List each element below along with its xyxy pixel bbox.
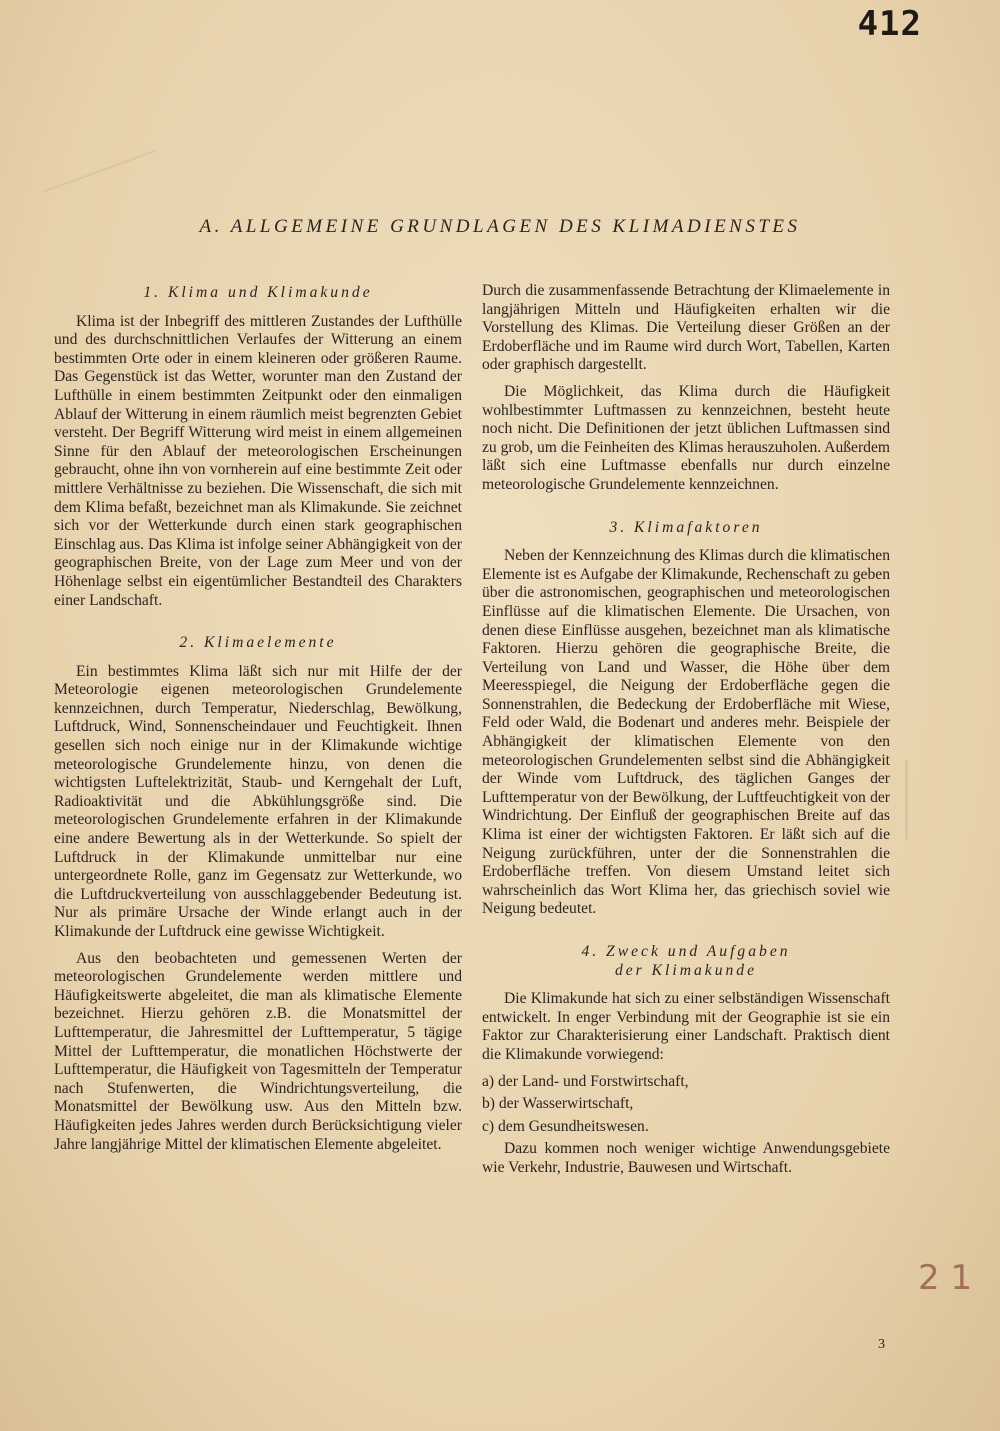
page-title: A. ALLGEMEINE GRUNDLAGEN DES KLIMADIENSTES [199,216,801,237]
page-number: 3 [878,1337,885,1352]
section-4-paragraph-2: Dazu kommen noch weniger wichtige Anwendungsgebiete wie Verkehr, Industrie, Bauwesen und Wirtschaft. [482,1140,890,1176]
section-4-heading-line-1: 4. Zweck und Aufgaben [581,943,791,960]
section-4-list [482,1073,890,1137]
section-2-paragraph-1: Ein bestimmtes Klima läßt sich nur mit Hilfe der der Meteorologie eigenen meteorologischen Grundelemente kennzeichnen, durch Temperatur, Niederschlag, Bewölkung, Luftdruck, Wind, Sonnenscheindauer und Feuchtigkeit. Ihnen gesellen sich noch einige nur in der Klimakunde wichtige meteorologische Grundelemente hinzu, von denen die wichtigsten Luftelektrizität, Staub- und Kerngehalt der Luft, Radioaktivität und die Abkühlungsgröße sind. Die meteorologischen Grundelemente erfahren in der Klimakunde eine andere Bewertung als in der Wetterkunde. So spielt der Luftdruck in der Klimakunde unmittelbar nur eine untergeordnete Rolle, ganz im Gegensatz zur Wetterkunde, wo die Luftdruckverteilung von ausschlaggebender Bedeutung ist. Nur als primäre Ursache der Winde erlangt auch in der Klimakunde der Luftdruck eine gewisse Wichtigkeit. [54,662,462,940]
section-1-heading: 1. Klima und Klimakunde [143,284,373,301]
section-1-paragraph: Klima ist der Inbegriff des mittleren Zustandes der Lufthülle und des durchschnittlichen Verlaufes der Witterung an einem bestimmten Orte oder in einem kleineren oder größeren Raume. Das Gegenstück ist das Wetter, worunter man den Zustand der Lufthülle in einem bestimmten Zeitpunkt oder den einmaligen Ablauf der Witterung in einem räumlich meist begrenzten Gebiet versteht. Der Begriff Witterung wird meist in einem allgemeinen Sinne für den Ablauf der meteorologischen Erscheinungen gebraucht, ohne ihn von vornherein auf eine bestimmte Zeit oder mittlere Verhältnisse zu beziehen. Die Wissenschaft, die sich mit dem Klima befaßt, bezeichnet man als Klimakunde. Sie zeichnet sich vor der Wetterkunde durch einen stark geographischen Einschlag aus. Das Klima ist infolge seiner Abhängigkeit von der geographischen Breite, von der Lage zum Meer und von der Höhenlage selbst ein eigentümlicher Bestandteil des Charakters einer Landschaft. [54,312,462,609]
continuation-paragraph: Durch die zusammenfassende Betrachtung der Klimaelemente in langjährigen Mitteln und Häufigkeiten erhalten wir die Vorstellung des Klimas. Die Verteilung dieser Größen an der Erdoberfläche und im Raume wird durch Wort, Tabellen, Karten oder graphisch dargestellt. [482,282,890,374]
section-3-heading: 3. Klimafaktoren [609,518,763,536]
paper-scratch [905,760,908,840]
section-4-heading-line-2: der Klimakunde [614,961,758,979]
stamp-number: 412 [857,4,922,44]
luftmassen-paragraph: Die Möglichkeit, das Klima durch die Häufigkeit wohlbestimmter Luftmassen zu kennzeichnen, besteht heute noch nicht. Die Definitionen der jetzt üblichen Luftmassen sind zu grob, um die Feinheiten des Klimas herauszuholen. Außerdem läßt sich eine Luftmasse ebenfalls nur durch einzelne meteorologische Grundelemente kennzeichnen. [482,382,890,493]
section-2-heading: 2. Klimaelemente [179,634,337,652]
list-item: c) dem Gesundheitswesen. [482,1117,649,1135]
right-column [482,282,890,1186]
left-column [54,282,462,1162]
list-item: b) der Wasserwirtschaft, [482,1095,634,1113]
section-4-paragraph-1: Die Klimakunde hat sich zu einer selbständigen Wissenschaft entwickelt. In enger Verbindung mit der Geographie ist sie ein Faktor zur Charakterisierung einer Landschaft. Praktisch dient die Klimakunde vorwiegend: [482,990,890,1063]
handwritten-note: 2 1 [918,1258,973,1298]
list-item: a) der Land- und Forstwirtschaft, [482,1072,689,1090]
section-2-paragraph-2: Aus den beobachteten und gemessenen Werten der meteorologischen Grundelemente werden mittlere und Häufigkeitswerte abgeleitet, die man als klimatische Elemente bezeichnet. Hierzu gehören z.B. die Monatsmittel der Lufttemperatur, die Jahresmittel der Lufttemperatur, 5 tägige Mittel der Lufttemperatur, die monatlichen Höchstwerte der Lufttemperatur, die Häufigkeit von Tagesmitteln der Temperatur nach Stufenwerten, die Windrichtungsverteilung, die Monatsmittel der Bewölkung usw. Aus den Mitteln bzw. Häufigkeiten jedes Jahres werden durch Berücksichtigung vieler Jahre langjährige Mittel der klimatischen Elemente abgeleitet. [54,949,462,1153]
paper-scratch [43,150,156,193]
section-3-paragraph: Neben der Kennzeichnung des Klimas durch die klimatischen Elemente ist es Aufgabe der Klimakunde, Rechenschaft zu geben über die astronomischen, geographischen und meteorologischen Einflüsse auf die klimatischen Elemente. Die Ursachen, von denen diese Einflüsse ausgehen, bezeichnet man als klimatische Faktoren. Hierzu gehören die geographische Breite, die Verteilung von Land und Wasser, die Höhe über dem Meeresspiegel, die Neigung der Erdoberfläche gegen die Sonnenstrahlen, die Bedeckung der Erdoberfläche mit Wiese, Feld oder Wald, die Bodenart und anderes mehr. Beispiele der Abhängigkeit der klimatischen Elemente von den meteorologischen Grundelementen selbst sind die Abhängigkeit der Winde vom Luftdruck, des täglichen Ganges der Lufttemperatur von der Bewölkung, der Luftfeuchtigkeit von der Windrichtung. Der Einfluß der geographischen Breite auf das Klima ist einer der wichtigsten Faktoren. Er läßt sich auf die Neigung zurückführen, unter der die Sonnenstrahlen die Erdoberfläche treffen. Von diesem Umstand leitet sich wahrscheinlich das Wort Klima her, das griechisch soviel wie Neigung bedeutet. [482,547,890,918]
